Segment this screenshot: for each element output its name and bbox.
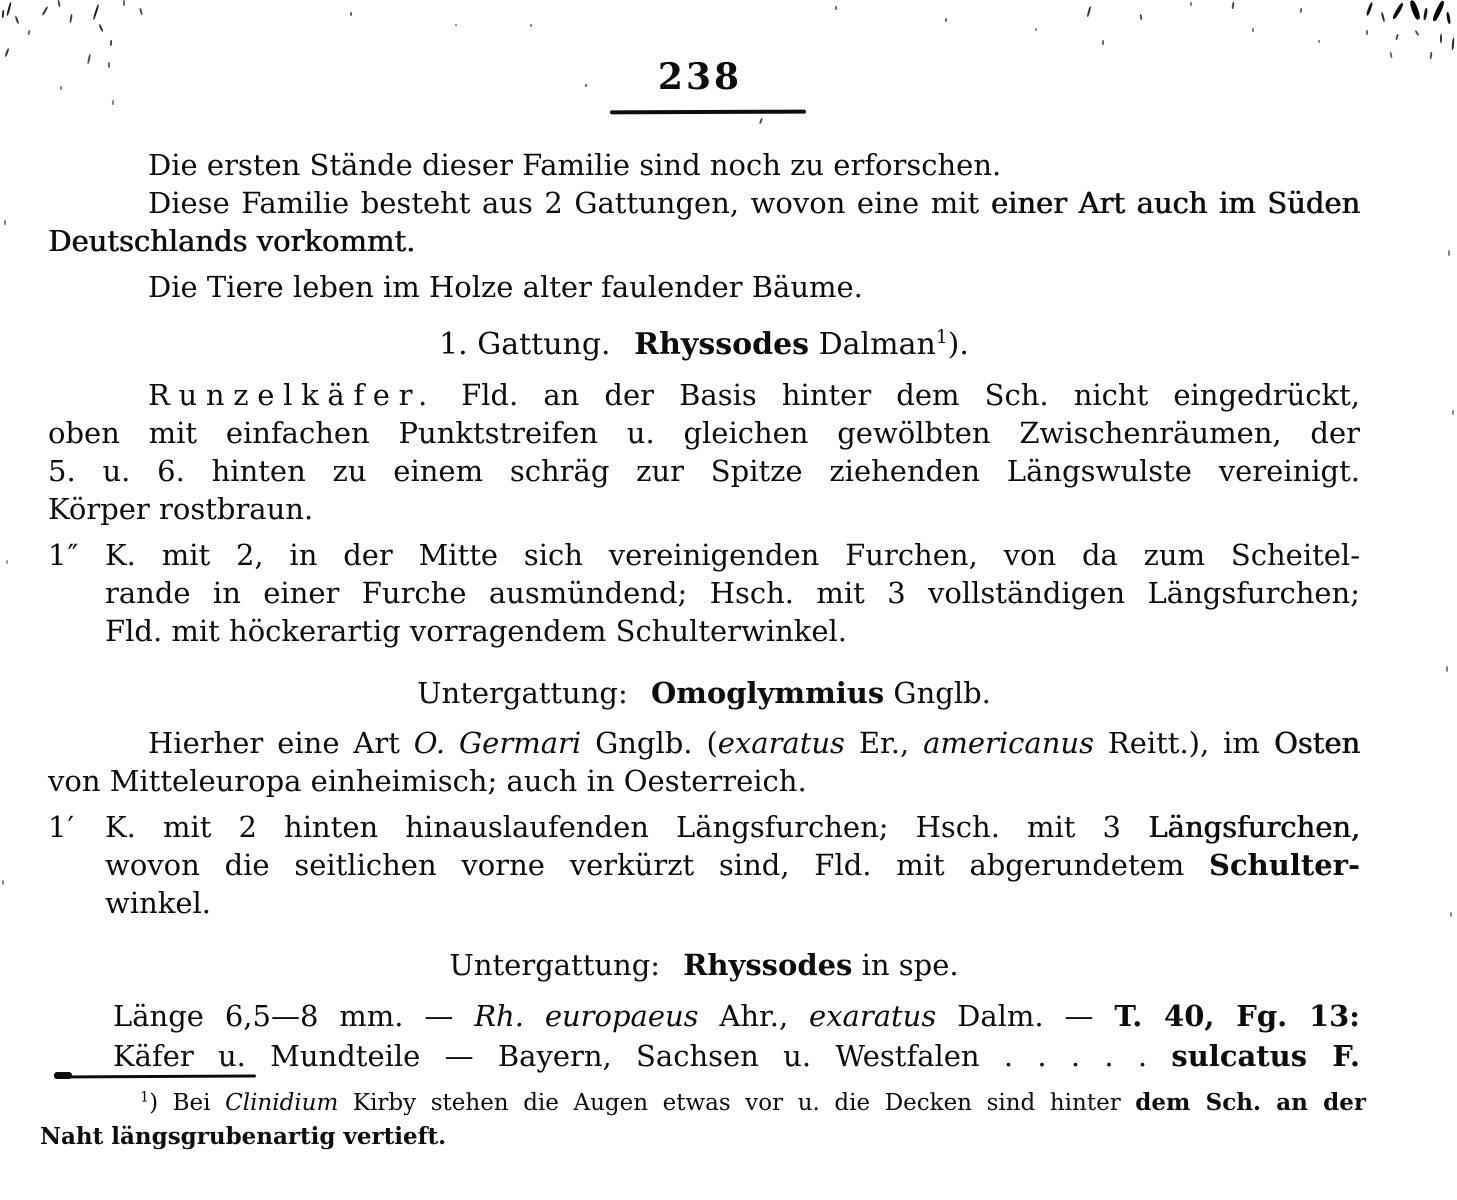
scan-speckle <box>1440 34 1442 43</box>
text-run: Kirby stehen die Augen etwas vor u. die Decken sind hinter <box>338 1090 1136 1116</box>
scan-speckle <box>2 880 4 885</box>
key-marker: 1′ <box>48 810 76 844</box>
paragraph-hierher-germari <box>48 724 1360 800</box>
text-run: Käfer u. Mundteile — Bayern, Sachsen u. Westfalen . . . . . <box>113 1039 1172 1073</box>
scan-speckle <box>60 86 62 90</box>
species-entry-sulcatus <box>48 996 1360 1076</box>
text-line <box>113 996 1360 1036</box>
text-run: Naht längsgrubenartig vertieft. <box>40 1123 447 1150</box>
text-run: Reitt.), im <box>1093 726 1274 760</box>
key-marker: 1″ <box>48 538 80 572</box>
footnote <box>40 1086 1366 1154</box>
scan-speckle <box>1139 14 1142 20</box>
scan-speckle <box>57 0 60 7</box>
text-run: Gnglb. <box>884 676 991 710</box>
text-run: Ahr., <box>698 999 810 1033</box>
paragraph-runzelkaefer <box>48 376 1360 528</box>
scan-speckle <box>69 14 73 23</box>
text-line <box>105 846 1360 884</box>
text-run: O. Germari <box>413 726 582 760</box>
text-line <box>48 762 1360 800</box>
footnote-line <box>40 1086 1366 1120</box>
heading-untergattung-rhyssodes <box>48 942 1360 988</box>
text-run: Osten <box>1273 726 1360 760</box>
text-run: Er., <box>844 726 924 760</box>
text-run: Deutschlands vorkommt. <box>48 224 416 258</box>
text-line <box>48 536 1360 574</box>
text-line <box>48 724 1360 762</box>
text-line <box>48 452 1360 490</box>
scan-speckle <box>1450 912 1452 917</box>
text-run: dem Sch. an der <box>1135 1089 1366 1116</box>
text-line <box>105 574 1360 612</box>
text-run: Gnglb. ( <box>581 726 718 760</box>
scan-speckle <box>1232 2 1235 9</box>
text-line <box>48 808 1360 846</box>
text-run <box>625 327 635 362</box>
paragraph-familie-gattungen <box>48 184 1360 260</box>
text-run: americanus <box>923 726 1094 760</box>
scan-speckle <box>1087 6 1092 17</box>
heading-gattung-rhyssodes <box>48 322 1360 368</box>
text-run: Körper rostbraun. <box>48 492 314 526</box>
text-run: in spe. <box>852 948 959 982</box>
text-run: 1 <box>935 327 948 348</box>
scan-speckle <box>1252 28 1254 32</box>
text-run: Länge 6,5—8 mm. — <box>113 999 475 1033</box>
scan-speckle <box>585 84 587 87</box>
scan-speckle <box>1392 2 1404 20</box>
text-run: ). <box>947 327 969 362</box>
scan-speckle <box>110 40 113 46</box>
text-line <box>105 612 1360 650</box>
page-number: 238 <box>657 56 743 98</box>
text-run: K. mit 2 hinten hinauslaufenden Längsfurchen; Hsch. mit 3 <box>105 810 1149 844</box>
scan-speckle <box>1452 410 1454 415</box>
text-run: exaratus <box>809 999 937 1033</box>
text-run: Rh. europaeus <box>474 999 699 1033</box>
text-run: Omoglymmius <box>650 676 885 710</box>
text-run: Fld. mit höckerartig vorragendem Schulterwinkel. <box>105 614 848 648</box>
text-run: Die ersten Stände dieser Familie sind noch zu erforschen. <box>148 148 1002 182</box>
heading-untergattung-omoglymmius <box>48 670 1360 716</box>
text-run: Untergattung: <box>417 676 628 710</box>
scan-speckle <box>123 0 125 6</box>
scan-speckle <box>350 12 352 16</box>
text-run: wovon die seitlichen vorne verkürzt sind, Fld. mit abgerundetem <box>105 848 1210 882</box>
scan-speckle <box>1446 666 1448 672</box>
text-run: winkel. <box>105 886 212 920</box>
text-line <box>48 184 1360 222</box>
scan-speckle <box>1448 250 1450 256</box>
scan-speckle <box>28 30 31 35</box>
text-run: einer Art auch im Süden <box>990 186 1360 220</box>
scan-speckle <box>1415 30 1420 36</box>
scan-speckle <box>1409 0 1421 20</box>
text-line <box>48 376 1360 414</box>
text-line <box>48 414 1360 452</box>
scan-speckle <box>530 24 532 27</box>
text-run: T. 40, Fg. 13: <box>1114 999 1361 1033</box>
key-item-1-doubleprime <box>48 536 1360 650</box>
scan-speckle <box>835 6 837 10</box>
text-run: von Mitteleuropa einheimisch; auch in Oesterreich. <box>48 764 807 798</box>
paragraph-tiere-holz <box>48 268 1360 306</box>
scan-speckle <box>1300 8 1303 13</box>
scan-speckle <box>1035 28 1037 31</box>
text-run: Clinidium <box>225 1090 339 1116</box>
scan-speckle <box>6 560 8 564</box>
scan-speckle <box>1451 38 1454 50</box>
scan-speckle <box>1366 2 1374 16</box>
text-line <box>105 884 1360 922</box>
text-run: 1. Gattung. <box>439 327 611 362</box>
scan-speckle <box>112 100 115 105</box>
scan-speckle <box>108 62 110 68</box>
text-run <box>674 948 683 982</box>
text-line <box>113 1036 1360 1076</box>
footnote-line <box>40 1120 1366 1154</box>
scan-speckle <box>1423 8 1428 20</box>
page-number-rule <box>610 110 806 115</box>
scan-speckle <box>1366 30 1368 35</box>
text-run: sulcatus F. <box>1171 1039 1361 1073</box>
scan-speckle <box>1446 12 1451 24</box>
scan-speckle <box>1190 2 1192 6</box>
text-run: exaratus <box>717 726 845 760</box>
text-run: Fld. an der Basis hinter dem Sch. nicht eingedrückt, <box>435 378 1360 412</box>
text-run: oben mit einfachen Punktstreifen u. gleichen gewölbten Zwischenräumen, der <box>48 416 1360 450</box>
scan-speckle <box>1389 52 1392 58</box>
text-run: Schulter- <box>1209 848 1360 882</box>
text-run: rande in einer Furche ausmündend; Hsch. mit 3 vollständigen Längsfurchen; <box>105 576 1360 610</box>
text-run: Diese Familie besteht aus 2 Gattungen, wovon eine mit <box>148 186 991 220</box>
text-run: Rhyssodes <box>634 327 810 362</box>
footnote-rule <box>56 1074 256 1078</box>
text-run: 1 <box>140 1089 150 1106</box>
text-run: Dalman <box>809 327 936 362</box>
scan-speckle <box>1432 0 1446 22</box>
scan-speckle <box>1430 52 1433 59</box>
scan-speckle <box>2 10 5 18</box>
text-line <box>48 222 1360 260</box>
scan-speckle <box>98 24 103 32</box>
scan-speckle <box>945 18 948 22</box>
scan-speckle <box>1102 40 1104 45</box>
scan-speckle <box>1318 40 1320 43</box>
scan-speckle <box>455 24 457 26</box>
text-run: Rhyssodes <box>683 948 853 982</box>
scan-speckle <box>139 8 143 15</box>
text-line <box>48 670 1360 716</box>
scan-speckle <box>93 4 100 20</box>
text-line <box>48 322 1360 368</box>
scan-speckle <box>4 220 6 225</box>
text-run: Untergattung: <box>449 948 661 982</box>
scan-speckle <box>759 118 763 124</box>
text-run: Hierher eine Art <box>148 726 414 760</box>
text-line <box>48 490 1360 528</box>
text-run: Dalm. — <box>936 999 1115 1033</box>
text-line <box>48 942 1360 988</box>
paragraph-erste-staende <box>48 146 1360 184</box>
scan-speckle <box>42 6 49 16</box>
key-item-1-prime <box>48 808 1360 922</box>
text-run: K. mit 2, in der Mitte sich vereinigenden Furchen, von da zum Scheitel- <box>105 538 1360 572</box>
text-run <box>642 676 651 710</box>
text-run: Längsfurchen, <box>1148 810 1360 844</box>
text-line <box>48 268 1360 306</box>
text-line <box>48 146 1360 184</box>
text-run: Die Tiere leben im Holze alter faulender Bäume. <box>148 270 863 304</box>
text-run: ) Bei <box>149 1090 226 1116</box>
scan-speckle <box>1381 12 1386 22</box>
scan-speckle <box>15 16 20 24</box>
main-text-column <box>48 146 1360 1076</box>
text-run: Runzelkäfer. <box>148 378 436 412</box>
scan-speckle <box>6 2 12 16</box>
text-run: 5. u. 6. hinten zu einem schräg zur Spitze ziehenden Längswulste vereinigt. <box>48 454 1360 488</box>
scan-speckle <box>1395 34 1398 40</box>
